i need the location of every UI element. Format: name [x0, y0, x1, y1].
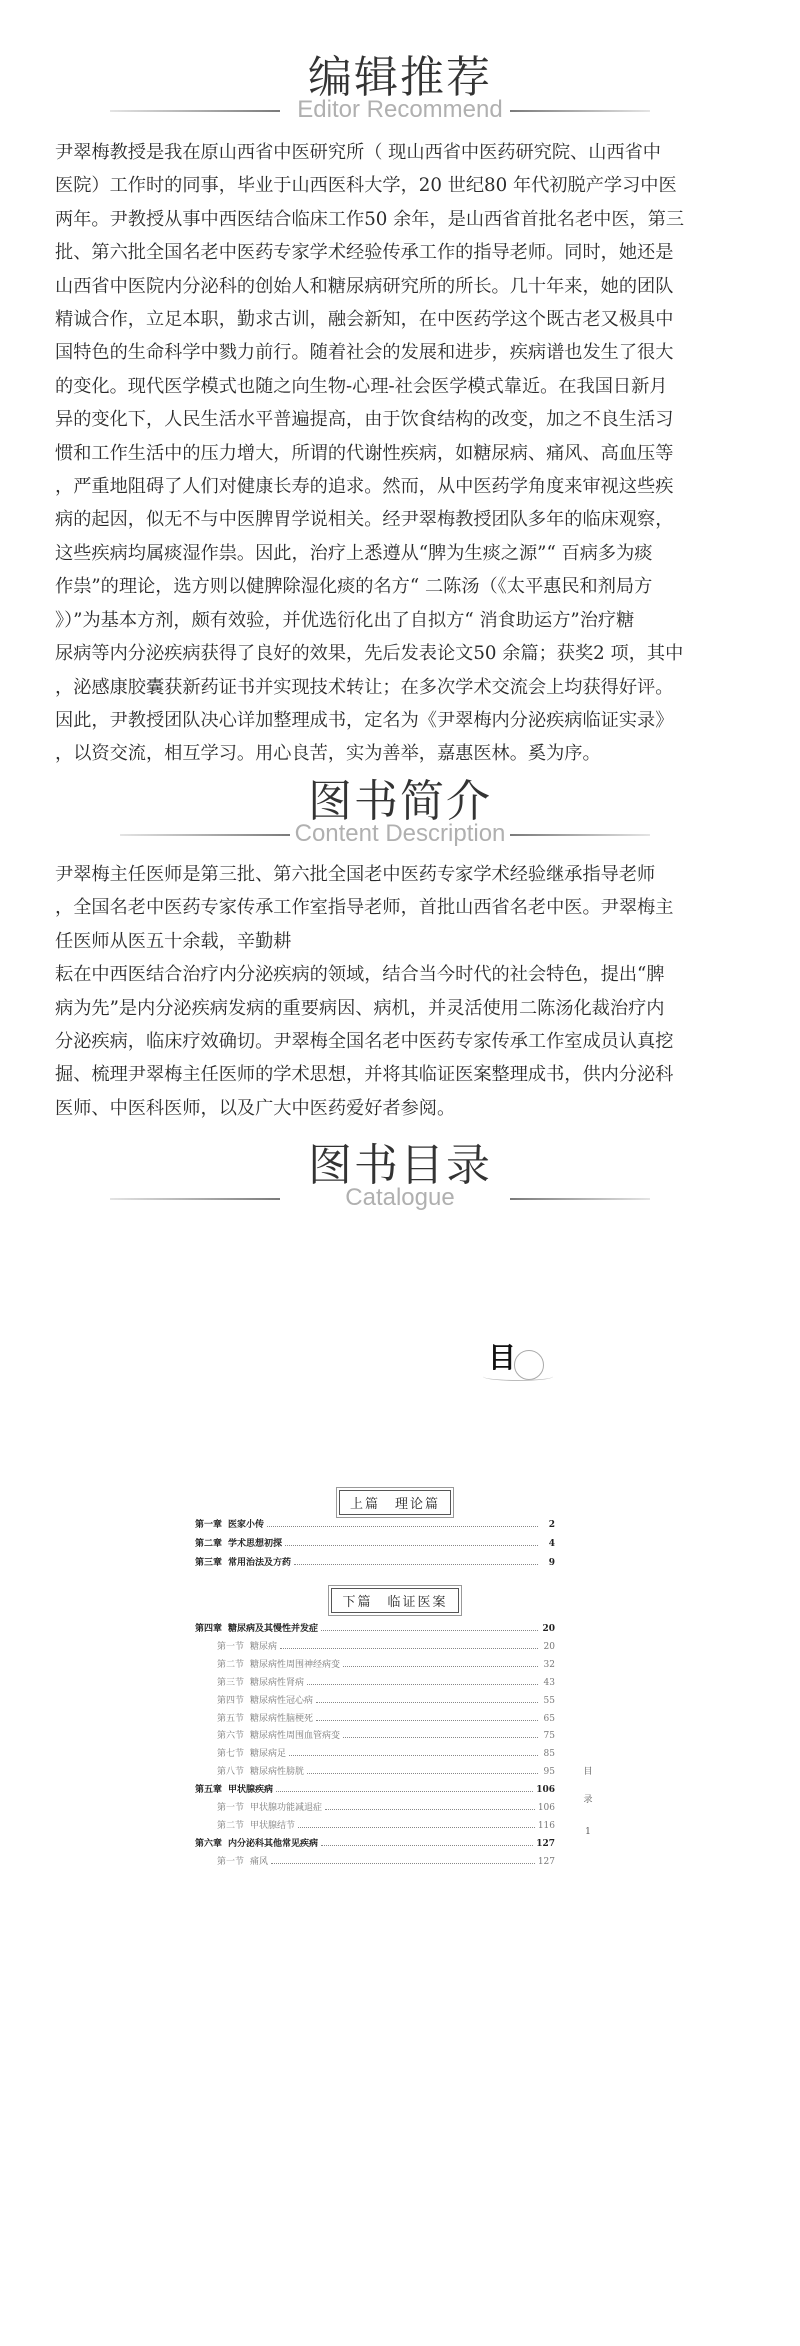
section-title-en: Content Description: [294, 820, 506, 847]
text-line: 的变化。现代医学模式也随之向生物-心理-社会医学模式靠近。在我国日新月: [55, 375, 668, 397]
toc-page: 127: [537, 1856, 555, 1867]
toc-leader-dots: [271, 1855, 535, 1864]
toc-name: 内分泌科其他常见疾病: [228, 1838, 319, 1849]
toc-leader-dots: [267, 1518, 538, 1527]
toc-leader-dots: [307, 1765, 538, 1774]
toc-chapter-row: [195, 1783, 555, 1796]
toc-number: 第四节: [217, 1695, 245, 1706]
section-title-en: Editor Recommend: [297, 96, 503, 123]
toc-section-row: [195, 1640, 555, 1653]
text-line: 国特色的生命科学中戮力前行。随着社会的发展和进步，疾病谱也发生了很大: [55, 342, 674, 364]
toc-name: 糖尿病足: [250, 1749, 287, 1760]
toc-leader-dots: [276, 1783, 533, 1792]
side-label-mu: 目: [583, 1767, 593, 1777]
toc-number: 第七节: [217, 1749, 245, 1760]
part1-title: 上篇 理论篇: [195, 1490, 595, 1515]
toc-number: 第六章: [195, 1838, 223, 1849]
toc-section-row: [195, 1855, 555, 1868]
recommend-paragraph: [55, 136, 745, 771]
toc-leader-dots: [289, 1747, 538, 1756]
text-line: 尿病等内分泌疾病获得了良好的效果，先后发表论文50 余篇；获奖2 项，其中: [55, 643, 684, 665]
intro-paragraph: [55, 858, 745, 1125]
text-line: 任医师从医五十余载，辛勤耕: [55, 930, 292, 952]
text-line: ，以资交流，相互学习。用心良苦，实为善举，嘉惠医林。奚为序。: [55, 743, 601, 765]
toc-page: 65: [543, 1713, 555, 1724]
toc-number: 第一节: [217, 1803, 245, 1813]
section-title-cn: 图书简介: [308, 776, 492, 827]
section-header-intro: [0, 776, 800, 846]
section-header-catalogue: [0, 1140, 800, 1210]
toc-name: 糖尿病: [250, 1641, 278, 1652]
toc-page: 4: [548, 1539, 555, 1549]
toc-name: 甲状腺疾病: [228, 1785, 274, 1796]
toc-page: 116: [537, 1820, 555, 1831]
text-line: 医师、中医科医师，以及广大中医药爱好者参阅。: [55, 1097, 456, 1119]
toc-section-row: [195, 1819, 555, 1832]
toc-number: 第五章: [195, 1785, 223, 1796]
toc-page: 127: [536, 1838, 555, 1849]
toc-name: 糖尿病性肾病: [250, 1677, 305, 1688]
toc-leader-dots: [285, 1537, 538, 1546]
text-line: 尹翠梅主任医师是第三批、第六批全国老中医药专家学术经验继承指导老师: [55, 864, 656, 885]
toc-name: 常用治法及方药: [228, 1558, 292, 1568]
toc-number: 第三节: [217, 1677, 245, 1688]
toc-leader-dots: [343, 1729, 538, 1738]
side-label-lu: 录: [583, 1795, 593, 1805]
toc-name: 糖尿病性膀胱: [250, 1767, 305, 1778]
toc-number: 第五节: [217, 1713, 245, 1724]
toc-number: 第四章: [195, 1624, 223, 1634]
toc-name: 痛风: [250, 1856, 269, 1867]
toc-name: 医家小传: [228, 1520, 265, 1530]
toc-page: 75: [543, 1731, 555, 1742]
part2-title: 下篇 临证医案: [195, 1588, 595, 1613]
toc-leader-dots: [316, 1712, 538, 1721]
toc-page: 20: [543, 1641, 555, 1652]
toc-page: 20: [542, 1624, 555, 1634]
toc-name: 甲状腺结节: [250, 1820, 296, 1831]
text-line: ，严重地阻碍了人们对健康长寿的追求。然而，从中医药学角度来审视这些疾: [55, 476, 674, 498]
toc-leader-dots: [307, 1676, 538, 1685]
toc-page: 43: [543, 1677, 555, 1688]
toc-number: 第二节: [217, 1659, 245, 1670]
text-line: 异的变化下，人民生活水平普遍提高，由于饮食结构的改变，加之不良生活习: [55, 409, 674, 431]
toc-leader-dots: [325, 1801, 535, 1810]
toc-name: 糖尿病性脑梗死: [250, 1713, 314, 1724]
toc-section-row: [195, 1694, 555, 1707]
toc-number: 第一节: [217, 1641, 245, 1652]
toc-section-row: [195, 1747, 555, 1760]
toc-name: 糖尿病性周围神经病变: [250, 1659, 341, 1670]
text-line: 精诚合作，立足本职，勤求古训，融会新知，在中医药学这个既古老又极具中: [55, 309, 674, 331]
toc-section-row: [195, 1676, 555, 1689]
text-line: 病的起因，似无不与中医脾胃学说相关。经尹翠梅教授团队多年的临床观察，: [55, 509, 674, 531]
toc-chapter-row: [195, 1537, 555, 1550]
text-line: 耘在中西医结合治疗内分泌疾病的领域，结合当今时代的社会特色，提出“脾: [55, 964, 665, 986]
toc-page: 9: [548, 1558, 555, 1568]
text-line: ，泌感康胶囊获新药证书并实现技术转让；在多次学术交流会上均获得好评。: [55, 676, 674, 698]
toc-page: 2: [548, 1520, 555, 1530]
table-of-contents: [195, 1330, 595, 1930]
toc-section-row: [195, 1801, 555, 1814]
toc-name: 糖尿病性冠心病: [250, 1695, 314, 1706]
page-number: 1: [585, 1827, 591, 1837]
toc-chapter-row: [195, 1622, 555, 1635]
toc-number: 第三章: [195, 1558, 223, 1568]
toc-number: 第一节: [217, 1856, 245, 1867]
toc-leader-dots: [343, 1658, 538, 1667]
toc-leader-dots: [280, 1640, 538, 1649]
toc-name: 学术思想初探: [228, 1539, 283, 1549]
text-line: 两年。尹教授从事中西医结合临床工作50 余年，是山西省首批名老中医，第三: [55, 208, 685, 230]
toc-name: 甲状腺功能减退症: [250, 1803, 323, 1813]
toc-number: 第二节: [217, 1820, 245, 1831]
toc-page: 106: [536, 1785, 555, 1796]
text-line: 山西省中医院内分泌科的创始人和糖尿病研究所的所长。几十年来，她的团队: [55, 275, 674, 297]
toc-number: 第二章: [195, 1539, 223, 1549]
toc-section-row: [195, 1729, 555, 1742]
section-header-recommend: [0, 52, 800, 122]
text-line: 病为先”是内分泌疾病发病的重要病因、病机，并灵活使用二陈汤化裁治疗内: [55, 997, 665, 1019]
text-line: 批、第六批全国名老中医药专家学术经验传承工作的指导老师。同时，她还是: [55, 242, 674, 264]
toc-leader-dots: [316, 1694, 538, 1703]
toc-leader-dots: [298, 1819, 535, 1828]
toc-number: 第一章: [195, 1520, 223, 1530]
section-title-en: Catalogue: [345, 1184, 455, 1211]
section-title-cn: 图书目录: [308, 1140, 492, 1191]
toc-page: 55: [543, 1695, 555, 1706]
toc-name: 糖尿病及其慢性并发症: [228, 1624, 319, 1634]
toc-page: 32: [543, 1659, 555, 1670]
toc-name: 糖尿病性周围血管病变: [250, 1731, 341, 1742]
toc-chapter-row: [195, 1518, 555, 1531]
text-line: 分泌疾病，临床疗效确切。尹翠梅全国名老中医药专家传承工作室成员认真挖: [55, 1031, 674, 1053]
catalogue-mark-glyph: 目: [488, 1341, 517, 1374]
toc-leader-dots: [294, 1556, 538, 1565]
toc-leader-dots: [321, 1622, 538, 1631]
toc-number: 第六节: [217, 1731, 245, 1742]
text-line: 因此，尹教授团队决心详加整理成书，定名为《尹翠梅内分泌疾病临证实录》: [55, 709, 674, 731]
toc-chapter-row: [195, 1556, 555, 1569]
toc-chapter-row: [195, 1837, 555, 1850]
toc-section-row: [195, 1765, 555, 1778]
text-line: 尹翠梅教授是我在原山西省中医研究所（ 现山西省中医药研究院、山西省中: [55, 142, 661, 163]
toc-section-row: [195, 1658, 555, 1671]
section-title-cn: 编辑推荐: [308, 52, 492, 103]
toc-number: 第八节: [217, 1767, 245, 1778]
text-line: 掘、梳理尹翠梅主任医师的学术思想，并将其临证医案整理成书，供内分泌科: [55, 1064, 674, 1086]
text-line: 医院）工作时的同事，毕业于山西医科大学，20 世纪80 年代初脱产学习中医: [55, 175, 677, 197]
toc-page: 95: [543, 1767, 555, 1778]
text-line: 惯和工作生活中的压力增大，所谓的代谢性疾病，如糖尿病、痛风、高血压等: [55, 442, 674, 464]
text-line: ，全国名老中医药专家传承工作室指导老师，首批山西省名老中医。尹翠梅主: [55, 897, 674, 919]
toc-leader-dots: [321, 1837, 533, 1846]
toc-page: 106: [537, 1803, 555, 1813]
text-line: 作祟”的理论，选方则以健脾除湿化痰的名方“ 二陈汤（《太平惠民和剂局方: [55, 576, 653, 598]
toc-section-row: [195, 1712, 555, 1725]
toc-page: 85: [543, 1749, 555, 1760]
text-line: 》）”为基本方剂，颇有效验，并优选衍化出了自拟方“ 消食助运方”治疗糖: [55, 609, 635, 631]
text-line: 这些疾病均属痰湿作祟。因此，治疗上悉遵从“脾为生痰之源”“ 百病多为痰: [55, 542, 653, 564]
